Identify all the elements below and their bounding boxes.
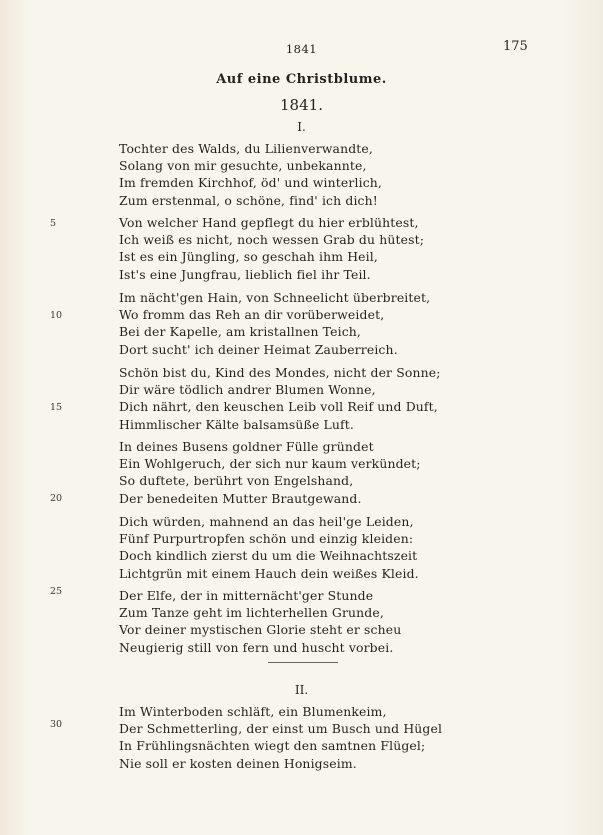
line-number: 25 — [50, 586, 63, 597]
verse-line: Schön bist du, Kind des Mondes, nicht der Sonne; — [119, 365, 441, 380]
verse-line: Zum Tanze geht im lichterhellen Grunde, — [119, 605, 384, 621]
poem-year: 1841. — [280, 96, 323, 114]
verse-line: Wo fromm das Reh an dir vorüberweidet, — [119, 307, 385, 323]
verse-line: Ich weiß es nicht, noch wessen Grab du hütest; — [119, 232, 425, 248]
stanza-7 — [119, 587, 489, 656]
stanza-2 — [119, 214, 489, 283]
verse-line: Im fremden Kirchhof, öd' und winterlich, — [119, 175, 383, 191]
stanza-1 — [119, 140, 489, 209]
running-header-year: 1841 — [285, 42, 318, 56]
verse-line: Lichtgrün mit einem Hauch dein weißes Kleid. — [119, 565, 419, 581]
line-number: 20 — [50, 493, 63, 504]
verse-line: Dort sucht' ich deiner Heimat Zauberreich. — [119, 341, 398, 357]
verse-line: Bei der Kapelle, am kristallnen Teich, — [119, 324, 362, 340]
section-numeral-1: I. — [297, 120, 306, 134]
line-number: 10 — [50, 310, 63, 321]
verse-line: Dich nährt, den keuschen Leib voll Reif und Duft, — [119, 399, 438, 415]
verse-line: Solang von mir gesuchte, unbekannte, — [119, 158, 367, 174]
verse-line: Doch kindlich zierst du um die Weihnachtszeit — [119, 548, 418, 564]
verse-line: Der Schmetterling, der einst um Busch und Hügel — [119, 721, 443, 737]
verse-line: Im nächt'gen Hain, von Schneelicht überbreitet, — [119, 290, 431, 305]
line-number: 5 — [50, 218, 57, 229]
verse-line: Tochter des Walds, du Lilienverwandte, — [119, 141, 373, 156]
page-number: 175 — [503, 39, 528, 54]
verse-line: Himmlischer Kälte balsamsüße Luft. — [119, 416, 354, 432]
stanza-4 — [119, 364, 489, 433]
verse-line: Ein Wohlgeruch, der sich nur kaum verkündet; — [119, 456, 421, 472]
verse-line: Im Winterboden schläft, ein Blumenkeim, — [119, 704, 387, 719]
verse-line: Vor deiner mystischen Glorie steht er scheu — [119, 622, 402, 638]
verse-line: In Frühlingsnächten wiegt den samtnen Flügel; — [119, 738, 426, 754]
verse-line: Neugierig still von fern und huscht vorbei. — [119, 639, 394, 655]
verse-line: So duftete, berührt von Engelshand, — [119, 473, 354, 489]
stanza-3 — [119, 289, 489, 358]
poem-title: Auf eine Christblume. — [216, 72, 387, 87]
stanza-6 — [119, 513, 489, 582]
verse-line: Dir wäre tödlich andrer Blumen Wonne, — [119, 382, 376, 398]
verse-line: Ist es ein Jüngling, so geschah ihm Heil, — [119, 249, 378, 265]
verse-line: Zum erstenmal, o schöne, find' ich dich! — [119, 192, 378, 208]
section-divider — [268, 662, 338, 663]
verse-line: Ist's eine Jungfrau, lieblich fiel ihr Teil. — [119, 266, 371, 282]
stanza-5 — [119, 438, 489, 507]
verse-line: Der benedeiten Mutter Brautgewand. — [119, 490, 362, 506]
section-numeral-2: II. — [294, 683, 309, 697]
verse-line: In deines Busens goldner Fülle gründet — [119, 439, 374, 454]
verse-line: Fünf Purpurtropfen schön und einzig kleiden: — [119, 531, 414, 547]
verse-line: Von welcher Hand gepflegt du hier erblühtest, — [119, 215, 419, 230]
verse-line: Der Elfe, der in mitternächt'ger Stunde — [119, 588, 374, 603]
verse-line: Dich würden, mahnend an das heil'ge Leiden, — [119, 514, 414, 529]
line-number: 15 — [50, 402, 63, 413]
verse-line: Nie soll er kosten deinen Honigseim. — [119, 755, 357, 771]
stanza-8 — [119, 703, 489, 772]
line-number: 30 — [50, 719, 63, 730]
